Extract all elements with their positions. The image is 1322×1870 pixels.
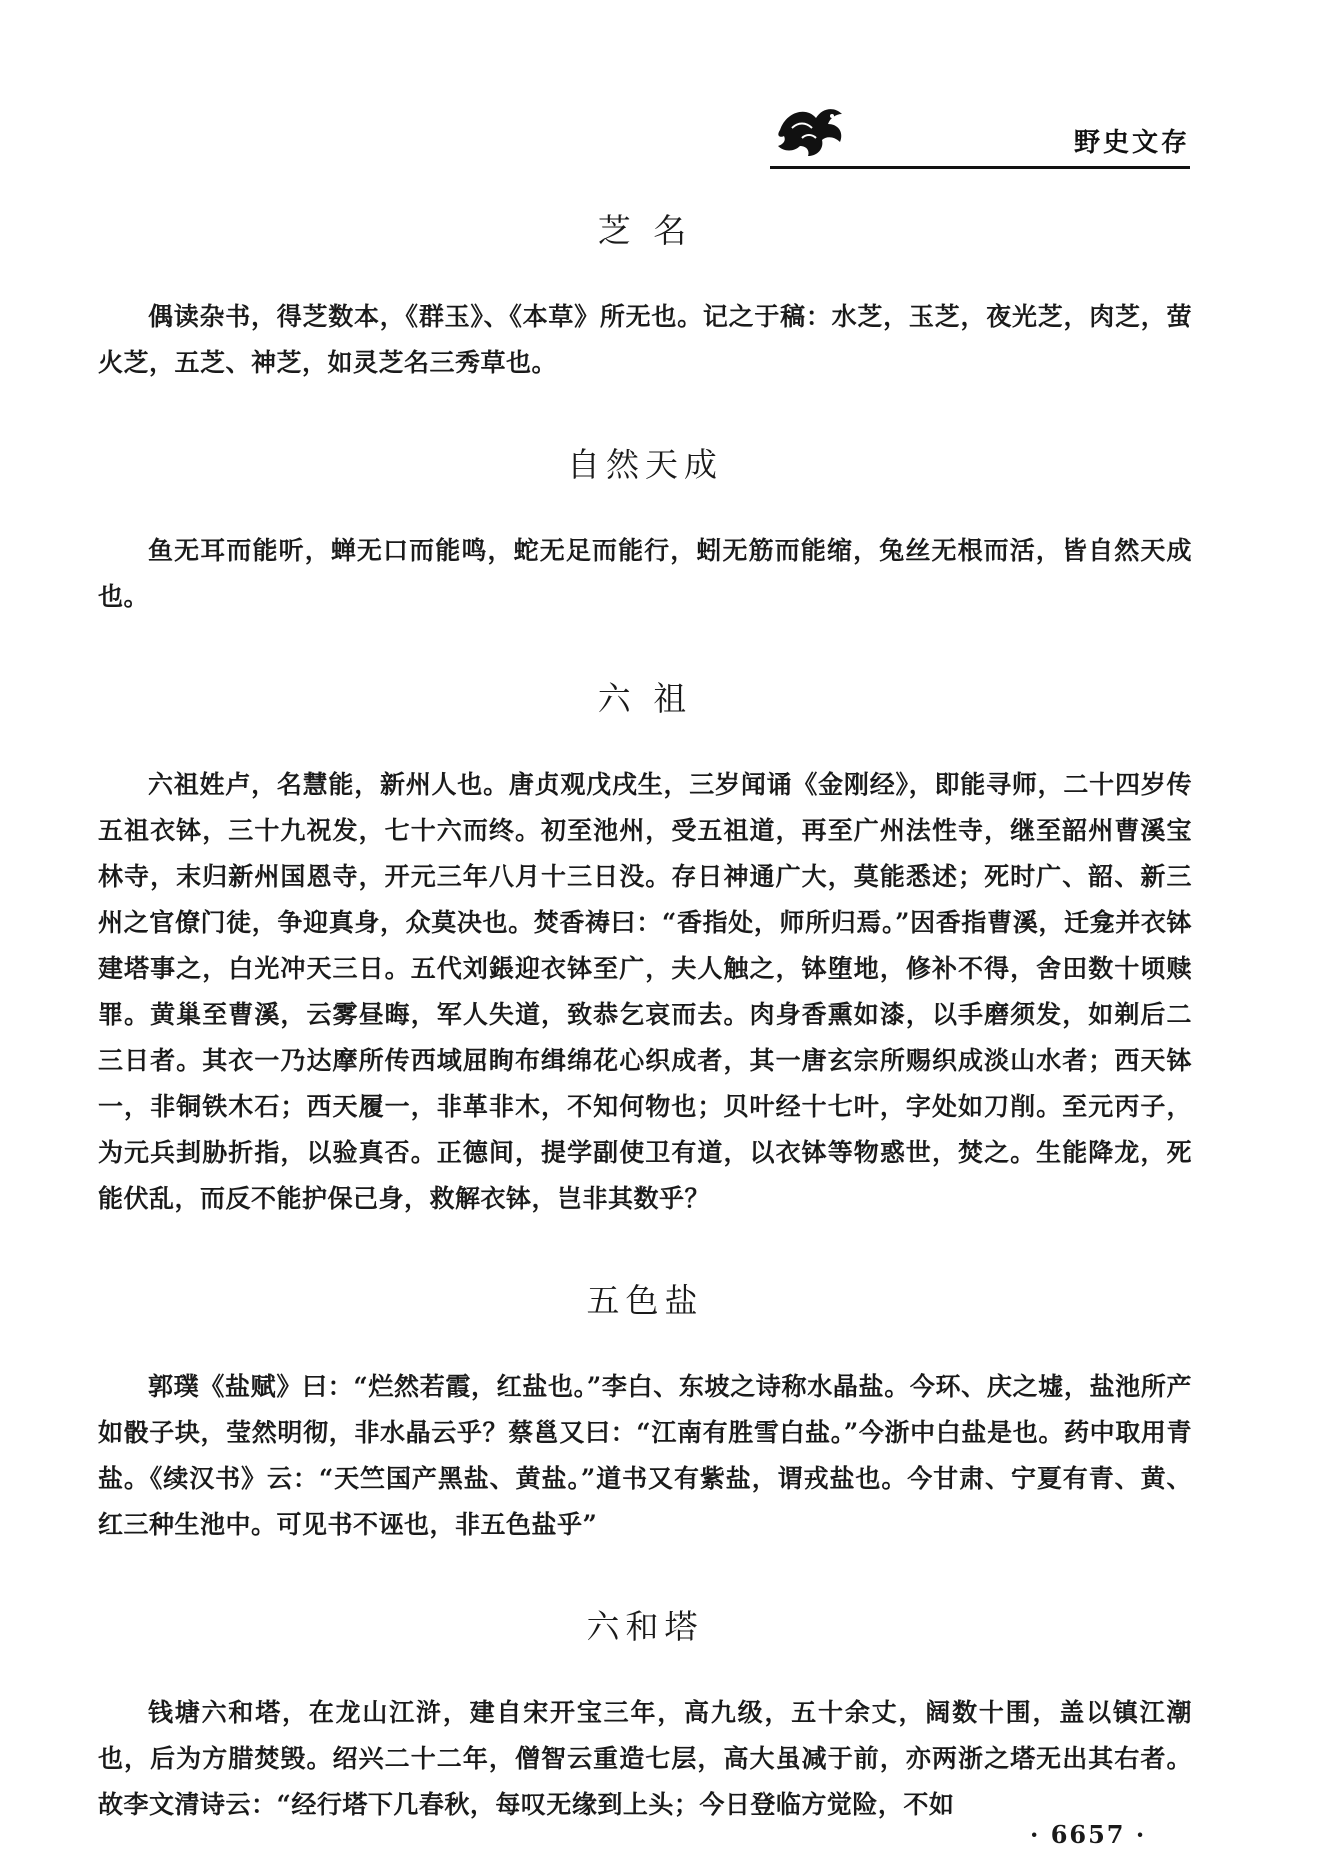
section-paragraph: 鱼无耳而能听，蝉无口而能鸣，蛇无足而能行，蚓无筋而能缩，兔丝无根而活，皆自然天成也。 bbox=[98, 536, 1192, 611]
dragon-emblem-icon bbox=[772, 100, 850, 160]
section-title: 六 祖 bbox=[597, 679, 693, 718]
running-header bbox=[760, 100, 1190, 175]
section-paragraph: 偶读杂书，得芝数本，《群玉》、《本草》所无也。记之于稿：水芝，玉芝，夜光芝，肉芝，萤火芝，五芝、神芝，如灵芝名三秀草也。 bbox=[98, 302, 1192, 377]
section-paragraph: 六祖姓卢，名慧能，新州人也。唐贞观戊戌生，三岁闻诵《金刚经》，即能寻师，二十四岁传五祖衣钵，三十九祝发，七十六而终。初至池州，受五祖道，再至广州法性寺，继至韶州曹溪宝林寺，末归新州国恩寺，开元三年八月十三日没。存日神通广大，莫能悉述；死时广、韶、新三州之官僚门徒，争迎真身，众莫决也。焚香祷曰：“香指处，师所归焉。”因香指曹溪，迁龛并衣钵建塔事之，白光冲天三日。五代刘鋹迎衣钵至广，夫人触之，钵堕地，修补不得，舍田数十顷赎罪。黄巢至曹溪，云雾昼晦，军人失道，致恭乞哀而去。肉身香熏如漆，以手磨须发，如剃后二三日者。其衣一乃达摩所传西域屈眴布缉绵花心织成者，其一唐玄宗所赐织成淡山水者；西天钵一，非铜铁木石；西天履一，非革非木，不知何物也；贝叶经十七叶，字处如刀削。至元丙子，为元兵刲胁折指，以验真否。正德间，提学副使卫有道，以衣钵等物惑世，焚之。生能降龙，死能伏乱，而反不能护保己身，救解衣钵，岂非其数乎？ bbox=[98, 770, 1192, 1213]
section-paragraph: 钱塘六和塔，在龙山江浒，建自宋开宝三年，高九级，五十余丈，阔数十围，盖以镇江潮也，后为方腊焚毁。绍兴二十二年，僧智云重造七层，高大虽减于前，亦两浙之塔无出其右者。故李文清诗云：“经行塔下几春秋，每叹无缘到上头；今日登临方觉险，不如 bbox=[98, 1698, 1192, 1819]
page-body bbox=[98, 210, 1192, 1828]
section-title: 芝 名 bbox=[597, 211, 693, 250]
section-title: 自然天成 bbox=[567, 445, 723, 484]
section-paragraph: 郭璞《盐赋》曰：“烂然若霞，红盐也。”李白、东坡之诗称水晶盐。今环、庆之墟，盐池所产如骰子块，莹然明彻，非水晶云乎？蔡邕又曰：“江南有胜雪白盐。”今浙中白盐是也。药中取用青盐。《续汉书》云：“天竺国产黑盐、黄盐。”道书又有紫盐，谓戎盐也。今甘肃、宁夏有青、黄、红三种生池中。可见书不诬也，非五色盐乎” bbox=[98, 1372, 1192, 1539]
book-title: 野史文存 bbox=[1073, 128, 1190, 158]
section-title: 六和塔 bbox=[586, 1607, 704, 1646]
page-number: · 6657 · bbox=[1030, 1820, 1147, 1849]
header-rule bbox=[770, 166, 1190, 169]
section-title: 五色盐 bbox=[586, 1281, 704, 1320]
